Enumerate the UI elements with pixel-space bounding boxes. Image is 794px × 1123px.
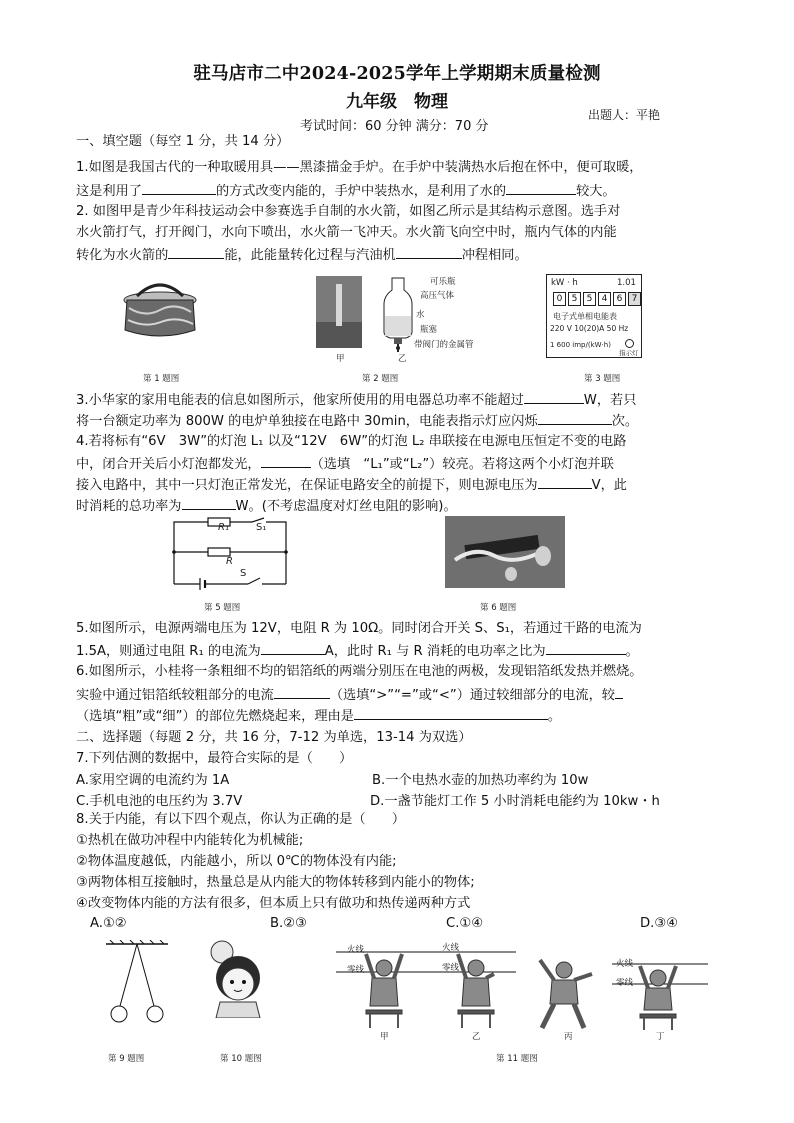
q4-line3 xyxy=(76,474,627,496)
author-label: 出题人：平艳 xyxy=(588,108,661,122)
fig6-caption: 第 6 题图 xyxy=(480,603,517,613)
q4-text-f: W。(不考虑温度对灯丝电阻的影响)。 xyxy=(235,499,457,514)
electric-meter xyxy=(546,274,642,358)
q6-text-d: 。 xyxy=(547,709,562,724)
person-label-yi: 乙 xyxy=(472,1032,481,1042)
meter-unit: kW · h xyxy=(551,278,578,288)
indicator-light-icon xyxy=(625,339,634,348)
meter-digit: 4 xyxy=(598,292,611,306)
neutral-wire-label-3: 零线 xyxy=(616,978,634,988)
label-gas: 高压气体 xyxy=(420,291,455,301)
q2-line1: 2. 如图甲是青少年科技运动会中参赛选手自制的水火箭，如图乙所示是其结构示意图。选手对 xyxy=(76,204,621,219)
q1-text-b: 的方式改变内能的，手炉中装热水，是利用了水的 xyxy=(215,184,507,199)
q1-line1: 1.如图是我国古代的一种取暖用具——黑漆描金手炉。在手炉中装满热水后抱在怀中，便可取暖， xyxy=(76,160,643,175)
q4-blank-2 xyxy=(538,474,592,489)
meter-imp: 1 600 imp/(kW·h) xyxy=(550,341,611,349)
fig1-caption: 第 1 题图 xyxy=(143,374,180,384)
label-bottle: 可乐瓶 xyxy=(430,277,456,287)
q5-text-a: 1.5A，则通过电阻 R₁ 的电流为 xyxy=(76,644,261,659)
label-water: 水 xyxy=(416,310,425,320)
label-tube: 带阀门的金属管 xyxy=(414,340,474,350)
circuit-diagram xyxy=(172,516,290,590)
q8-option-a: A.①② xyxy=(90,916,127,931)
q3-line2 xyxy=(76,410,638,432)
fig5-caption: 第 5 题图 xyxy=(204,603,241,613)
live-wire-label-1: 火线 xyxy=(347,945,365,955)
fig11-caption: 第 11 题图 xyxy=(496,1054,538,1064)
q1-text-a: 这是利用了 xyxy=(76,184,142,199)
q7-option-b: B.一个电热水壶的加热功率约为 10w xyxy=(372,773,589,788)
neutral-wire-label-2: 零线 xyxy=(442,963,460,973)
circuit-s1-label: S₁ xyxy=(256,522,267,533)
q2-blank-1 xyxy=(168,244,224,259)
q4-text-c: 接入电路中，其中一只灯泡正常发光，在保证电路安全的前提下，则电源电压为 xyxy=(76,478,538,493)
section2-heading: 二、选择题（每题 2 分，共 16 分，7-12 为单选，13-14 为双选） xyxy=(76,730,472,745)
q8-statement-4: ④改变物体内能的方法有很多，但本质上只有做功和热传递两种方式 xyxy=(76,896,471,911)
person-label-bing: 丙 xyxy=(564,1032,573,1042)
fig10-caption: 第 10 题图 xyxy=(220,1054,262,1064)
meter-digit: 5 xyxy=(568,292,581,306)
q4-line4 xyxy=(76,495,457,517)
q7-option-c: C.手机电池的电压约为 3.7V xyxy=(76,794,243,809)
q6-line2 xyxy=(76,684,623,706)
q8-option-b: B.②③ xyxy=(270,916,307,931)
fig2-caption: 第 2 题图 xyxy=(362,374,399,384)
q4-line2 xyxy=(76,453,614,475)
q7-option-a: A.家用空调的电流约为 1A xyxy=(76,773,230,788)
circuit-r-label: R xyxy=(226,556,233,567)
q5-text-c: 。 xyxy=(625,644,639,659)
q2-text-a: 转化为水火箭的 xyxy=(76,248,169,263)
q8-statement-1: ①热机在做功冲程中内能转化为机械能; xyxy=(76,833,304,848)
person-label-jia: 甲 xyxy=(380,1032,389,1042)
q8-option-d: D.③④ xyxy=(640,916,678,931)
meter-digit: 7 xyxy=(628,292,641,306)
q4-text-e: 时消耗的总功率为 xyxy=(76,499,182,514)
q6-text-a: 实验中通过铝箔纸较粗部分的电流 xyxy=(76,688,274,703)
q4-blank-1 xyxy=(261,453,311,468)
meter-light-label: 指示灯 xyxy=(619,349,639,357)
meter-spec: 220 V 10(20)A 50 Hz xyxy=(550,324,629,333)
q2-text-b: 能，此能量转化过程与汽油机 xyxy=(224,248,396,263)
meter-name: 电子式单相电能表 xyxy=(553,312,617,321)
q4-line1: 4.若将标有“6V 3W”的灯泡 L₁ 以及“12V 6W”的灯泡 L₂ 串联接在电源电压恒定不变的电路 xyxy=(76,434,627,449)
exam-subtitle: 九年级 物理 xyxy=(346,92,448,112)
q4-text-a: 中，闭合开关后小灯泡都发光， xyxy=(76,457,261,472)
q3-blank-2 xyxy=(538,410,612,425)
q4-text-b: （选填 “L₁”或“L₂”）较亮。若将这两个小灯泡并联 xyxy=(310,457,614,472)
meter-digit: 6 xyxy=(613,292,626,306)
label-plug: 瓶塞 xyxy=(420,325,438,335)
q4-blank-3 xyxy=(182,495,236,510)
neutral-wire-label-1: 零线 xyxy=(347,965,365,975)
q3-blank-1 xyxy=(524,389,584,404)
q6-text-c: （选填“粗”或“细”）的部位先燃烧起来，理由是 xyxy=(76,709,354,724)
q8-option-c: C.①④ xyxy=(446,916,484,931)
q2-line2: 水火箭打气，打开阀门，水向下喷出，水火箭一飞冲天。水火箭飞向空中时，瓶内气体的内能 xyxy=(76,225,617,240)
fig2-label-jia: 甲 xyxy=(336,354,345,364)
q6-line3 xyxy=(76,705,561,727)
person-label-ding: 丁 xyxy=(656,1032,665,1042)
exam-info: 考试时间：60 分钟 满分：70 分 xyxy=(300,119,489,134)
meter-digit: 0 xyxy=(553,292,566,306)
meter-ratio: 1.01 xyxy=(617,278,636,288)
q4-text-d: V，此 xyxy=(591,478,627,493)
water-rocket-diagram xyxy=(378,274,418,354)
q6-blank-3 xyxy=(354,705,548,720)
fig2-label-yi: 乙 xyxy=(398,354,407,364)
electrocution-diagram xyxy=(336,934,708,1034)
q3-text-c: 将一台额定功率为 800W 的电炉单独接在电路中 30min，电能表指示灯应闪烁 xyxy=(76,414,538,429)
q1-line2 xyxy=(76,180,616,202)
circuit-s-label: S xyxy=(240,568,247,579)
circuit-r1-label: R₁ xyxy=(218,522,229,533)
q8-stem: 8.关于内能，有以下四个观点，你认为正确的是（ ） xyxy=(76,812,406,827)
q7-stem: 7.下列估测的数据中，最符合实际的是（ ） xyxy=(76,751,353,766)
hand-warmer-image xyxy=(115,278,205,343)
q6-blank-1 xyxy=(274,684,330,699)
fig9-caption: 第 9 题图 xyxy=(108,1054,145,1064)
girl-balloon-image xyxy=(200,938,268,1018)
q2-blank-2 xyxy=(396,244,462,259)
live-wire-label-2: 火线 xyxy=(442,943,460,953)
q5-blank-1 xyxy=(261,640,325,655)
q6-line1: 6.如图所示，小桂将一条粗细不均的铝箔纸的两端分别压在电池的两极，发现铝箔纸发热并燃烧。 xyxy=(76,664,643,679)
q1-blank-1 xyxy=(142,180,216,195)
q5-blank-2 xyxy=(546,640,626,655)
q3-text-a: 3.小华家的家用电能表的信息如图所示，他家所使用的用电器总功率不能超过 xyxy=(76,393,524,408)
q1-text-c: 较大。 xyxy=(576,184,616,199)
meter-digit: 5 xyxy=(583,292,596,306)
q6-text-b: （选填“>”“=”或“<”）通过较细部分的电流，较 xyxy=(329,688,615,703)
section1-heading: 一、填空题（每空 1 分，共 14 分） xyxy=(76,134,290,149)
q8-statement-3: ③两物体相互接触时，热量总是从内能大的物体转移到内能小的物体; xyxy=(76,875,475,890)
q1-blank-2 xyxy=(506,180,576,195)
pendulum-diagram xyxy=(102,940,172,1030)
q5-line1: 5.如图所示，电源两端电压为 12V，电阻 R 为 10Ω。同时闭合开关 S、S₁，若通过干路的电流为 xyxy=(76,621,642,636)
fig3-caption: 第 3 题图 xyxy=(584,374,621,384)
q2-line3 xyxy=(76,244,528,266)
q3-text-d: 次。 xyxy=(611,414,639,429)
q3-line1 xyxy=(76,389,636,411)
q7-option-d: D.一盏节能灯工作 5 小时消耗电能约为 10kw・h xyxy=(370,794,660,809)
q5-text-b: A，此时 R₁ 与 R 消耗的电功率之比为 xyxy=(324,644,546,659)
exam-title: 驻马店市二中2024-2025学年上学期期末质量检测 xyxy=(193,64,601,84)
q2-text-c: 冲程相同。 xyxy=(461,248,528,263)
q3-text-b: W，若只 xyxy=(583,393,637,408)
foil-battery-photo xyxy=(445,516,565,588)
live-wire-label-3: 火线 xyxy=(616,959,634,969)
q5-line2 xyxy=(76,640,639,662)
q8-statement-2: ②物体温度越低，内能越小，所以 0℃的物体没有内能; xyxy=(76,854,397,869)
water-rocket-photo xyxy=(316,276,362,348)
q6-blank-2 xyxy=(615,684,623,699)
meter-digits xyxy=(553,292,641,306)
